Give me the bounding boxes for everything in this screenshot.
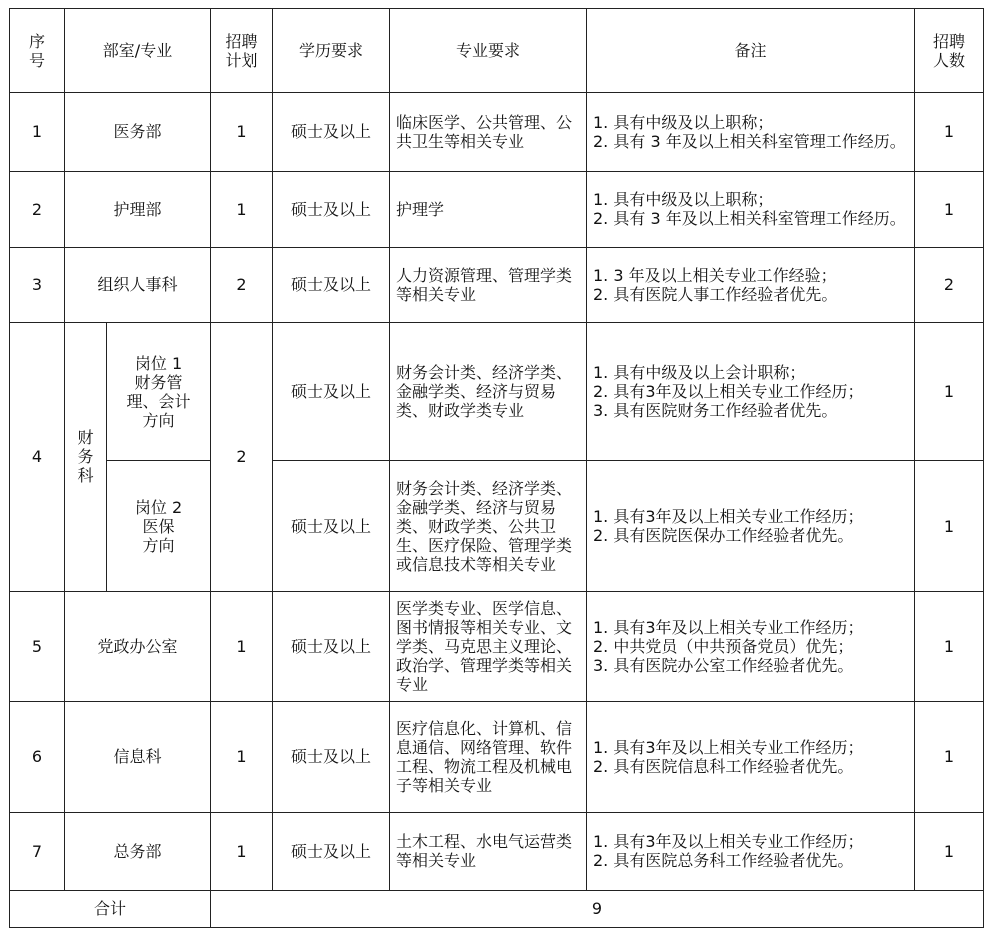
table-row: [10, 322, 984, 460]
total-label: 合计: [10, 890, 211, 927]
position-name: 岗位 2 医保 方向: [107, 461, 211, 591]
row-dept: 财 务 科: [65, 322, 107, 591]
row-note: 1. 具有3年及以上相关专业工作经历； 2. 具有医院信息科工作经验者优先。: [587, 702, 915, 812]
row-count: 1: [915, 461, 984, 591]
table-row: [10, 93, 984, 171]
row-major: 护理学: [390, 171, 587, 247]
row-edu: 硕士及以上: [273, 702, 390, 812]
table-row: [10, 702, 984, 812]
row-plan: 2: [211, 322, 273, 591]
header-dept: 部室/专业: [65, 9, 211, 93]
row-edu: 硕士及以上: [273, 591, 390, 701]
row-no: 2: [10, 171, 65, 247]
row-count: 1: [915, 171, 984, 247]
row-no: 5: [10, 591, 65, 701]
row-plan: 1: [211, 93, 273, 171]
row-no: 6: [10, 702, 65, 812]
header-note: 备注: [587, 9, 915, 93]
row-major: 土木工程、水电气运营类等相关专业: [390, 812, 587, 890]
row-plan: 2: [211, 247, 273, 322]
row-note: 1. 具有中级及以上会计职称； 2. 具有3年及以上相关专业工作经历； 3. 具有医院财务工作经验者优先。: [587, 322, 915, 460]
row-edu: 硕士及以上: [273, 171, 390, 247]
row-plan: 1: [211, 591, 273, 701]
row-dept: 医务部: [65, 93, 211, 171]
row-count: 1: [915, 702, 984, 812]
table-row: [10, 461, 984, 591]
row-dept: 总务部: [65, 812, 211, 890]
row-note: 1. 具有中级及以上职称； 2. 具有 3 年及以上相关科室管理工作经历。: [587, 93, 915, 171]
header-row: [10, 9, 984, 93]
row-count: 1: [915, 322, 984, 460]
header-no: 序 号: [10, 9, 65, 93]
header-major: 专业要求: [390, 9, 587, 93]
row-note: 1. 具有3年及以上相关专业工作经历； 2. 具有医院总务科工作经验者优先。: [587, 812, 915, 890]
row-note: 1. 3 年及以上相关专业工作经验； 2. 具有医院人事工作经验者优先。: [587, 247, 915, 322]
row-no: 7: [10, 812, 65, 890]
row-edu: 硕士及以上: [273, 93, 390, 171]
table-row: [10, 591, 984, 701]
row-no: 3: [10, 247, 65, 322]
row-note: 1. 具有中级及以上职称； 2. 具有 3 年及以上相关科室管理工作经历。: [587, 171, 915, 247]
row-edu: 硕士及以上: [273, 461, 390, 591]
header-plan: 招聘 计划: [211, 9, 273, 93]
table-row: [10, 812, 984, 890]
row-plan: 1: [211, 812, 273, 890]
position-name: 岗位 1 财务管 理、会计 方向: [107, 322, 211, 460]
row-major: 财务会计类、经济学类、金融学类、经济与贸易类、财政学类、公共卫生、医疗保险、管理学类或信息技术等相关专业: [390, 461, 587, 591]
row-major: 医疗信息化、计算机、信息通信、网络管理、软件工程、物流工程及机械电子等相关专业: [390, 702, 587, 812]
row-major: 临床医学、公共管理、公共卫生等相关专业: [390, 93, 587, 171]
row-major: 财务会计类、经济学类、金融学类、经济与贸易类、财政学类专业: [390, 322, 587, 460]
row-no: 1: [10, 93, 65, 171]
row-major: 医学类专业、医学信息、图书情报等相关专业、文学类、马克思主义理论、政治学、管理学类等相关专业: [390, 591, 587, 701]
row-count: 2: [915, 247, 984, 322]
total-row: [10, 890, 984, 927]
row-count: 1: [915, 93, 984, 171]
row-count: 1: [915, 591, 984, 701]
row-note: 1. 具有3年及以上相关专业工作经历； 2. 具有医院医保办工作经验者优先。: [587, 461, 915, 591]
header-edu: 学历要求: [273, 9, 390, 93]
row-plan: 1: [211, 702, 273, 812]
row-dept: 信息科: [65, 702, 211, 812]
row-dept: 党政办公室: [65, 591, 211, 701]
row-edu: 硕士及以上: [273, 812, 390, 890]
row-edu: 硕士及以上: [273, 247, 390, 322]
row-no: 4: [10, 322, 65, 591]
row-note: 1. 具有3年及以上相关专业工作经历； 2. 中共党员（中共预备党员）优先； 3. 具有医院办公室工作经验者优先。: [587, 591, 915, 701]
row-dept: 组织人事科: [65, 247, 211, 322]
table-row: [10, 171, 984, 247]
table-row: [10, 247, 984, 322]
row-major: 人力资源管理、管理学类等相关专业: [390, 247, 587, 322]
row-count: 1: [915, 812, 984, 890]
row-dept: 护理部: [65, 171, 211, 247]
recruitment-table: [9, 8, 984, 928]
row-edu: 硕士及以上: [273, 322, 390, 460]
total-value: 9: [211, 890, 984, 927]
header-count: 招聘 人数: [915, 9, 984, 93]
row-plan: 1: [211, 171, 273, 247]
